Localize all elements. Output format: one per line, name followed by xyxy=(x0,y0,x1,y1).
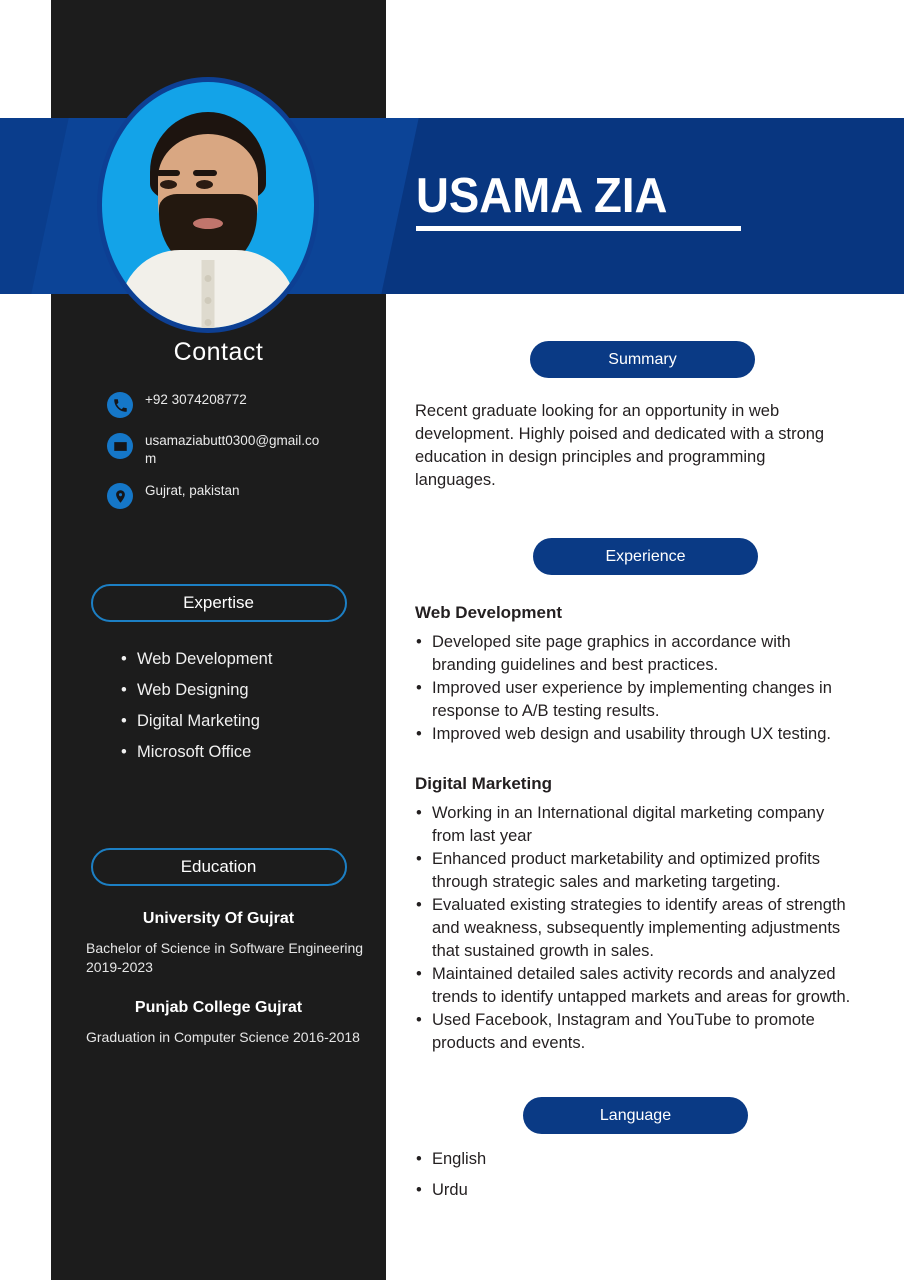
sidebar-content xyxy=(51,294,386,1047)
list-item: • Developed site page graphics in accordance with branding guidelines and best practices. xyxy=(432,631,857,677)
portrait-mouth xyxy=(193,218,223,229)
education-detail: Graduation in Computer Science 2016-2018 xyxy=(86,1029,360,1045)
portrait-brow-right xyxy=(193,170,217,176)
list-item: • Web Designing xyxy=(137,675,386,706)
education-heading: Education xyxy=(91,848,347,886)
contact-list xyxy=(51,391,386,509)
language-list xyxy=(432,1144,904,1206)
education-section xyxy=(51,848,386,1047)
job-bullets-digital-marketing xyxy=(432,802,857,1055)
contact-phone-value: +92 3074208772 xyxy=(145,392,247,407)
list-item: • Working in an International digital marketing company from last year xyxy=(432,802,857,848)
contact-item-phone[interactable] xyxy=(107,391,386,418)
list-item: • English xyxy=(432,1144,904,1175)
list-item: • Maintained detailed sales activity records and analyzed trends to identify untapped markets and areas for growth. xyxy=(432,963,857,1009)
experience-heading: Experience xyxy=(533,538,758,575)
list-item: • Microsoft Office xyxy=(137,737,386,768)
portrait-eye-right xyxy=(196,180,213,189)
name-underline xyxy=(416,226,741,231)
phone-icon xyxy=(107,392,133,418)
list-item: • Improved web design and usability through UX testing. xyxy=(432,723,857,746)
portrait-button xyxy=(205,275,212,282)
education-spacer xyxy=(69,977,368,999)
list-item: • Used Facebook, Instagram and YouTube to promote products and events. xyxy=(432,1009,857,1055)
contact-item-location[interactable] xyxy=(107,482,386,509)
contact-item-email[interactable] xyxy=(107,432,386,468)
list-item: • Improved user experience by implementing changes in response to A/B testing results. xyxy=(432,677,857,723)
expertise-heading: Expertise xyxy=(91,584,347,622)
education-entries xyxy=(51,910,386,1047)
main-column xyxy=(386,294,904,1206)
job-bullets-web-development xyxy=(432,631,857,746)
contact-location-value: Gujrat, pakistan xyxy=(145,483,240,498)
contact-email-value: usamaziabutt0300@gmail.com xyxy=(145,433,320,466)
education-detail: Bachelor of Science in Software Engineering 2019-2023 xyxy=(86,940,364,975)
photo-inner xyxy=(102,82,314,328)
location-pin-icon xyxy=(107,483,133,509)
candidate-name-block xyxy=(416,169,741,231)
job-role-digital-marketing: Digital Marketing xyxy=(415,774,552,793)
expertise-section xyxy=(51,584,386,768)
candidate-name: USAMA ZIA xyxy=(416,169,668,223)
education-school: Punjab College Gujrat xyxy=(134,999,303,1016)
list-item: • Evaluated existing strategies to identify areas of strength and weakness, subsequently implementing adjustments that sustained growth in sales. xyxy=(432,894,857,963)
language-heading: Language xyxy=(523,1097,748,1134)
list-item: • Enhanced product marketability and optimized profits through strategic sales and marketing targeting. xyxy=(432,848,857,894)
education-school: University Of Gujrat xyxy=(142,910,295,927)
summary-text: Recent graduate looking for an opportunity in web development. Highly poised and dedicated with a strong education in design principles and programming languages. xyxy=(415,402,825,489)
portrait-eye-left xyxy=(160,180,177,189)
job-role-web-development: Web Development xyxy=(415,603,563,622)
contact-heading: Contact xyxy=(173,338,264,366)
portrait-brow-left xyxy=(156,170,180,176)
envelope-icon xyxy=(107,433,133,459)
list-item: • Web Development xyxy=(137,644,386,675)
summary-heading: Summary xyxy=(530,341,755,378)
expertise-list xyxy=(51,644,386,768)
list-item: • Urdu xyxy=(432,1175,904,1206)
list-item: • Digital Marketing xyxy=(137,706,386,737)
